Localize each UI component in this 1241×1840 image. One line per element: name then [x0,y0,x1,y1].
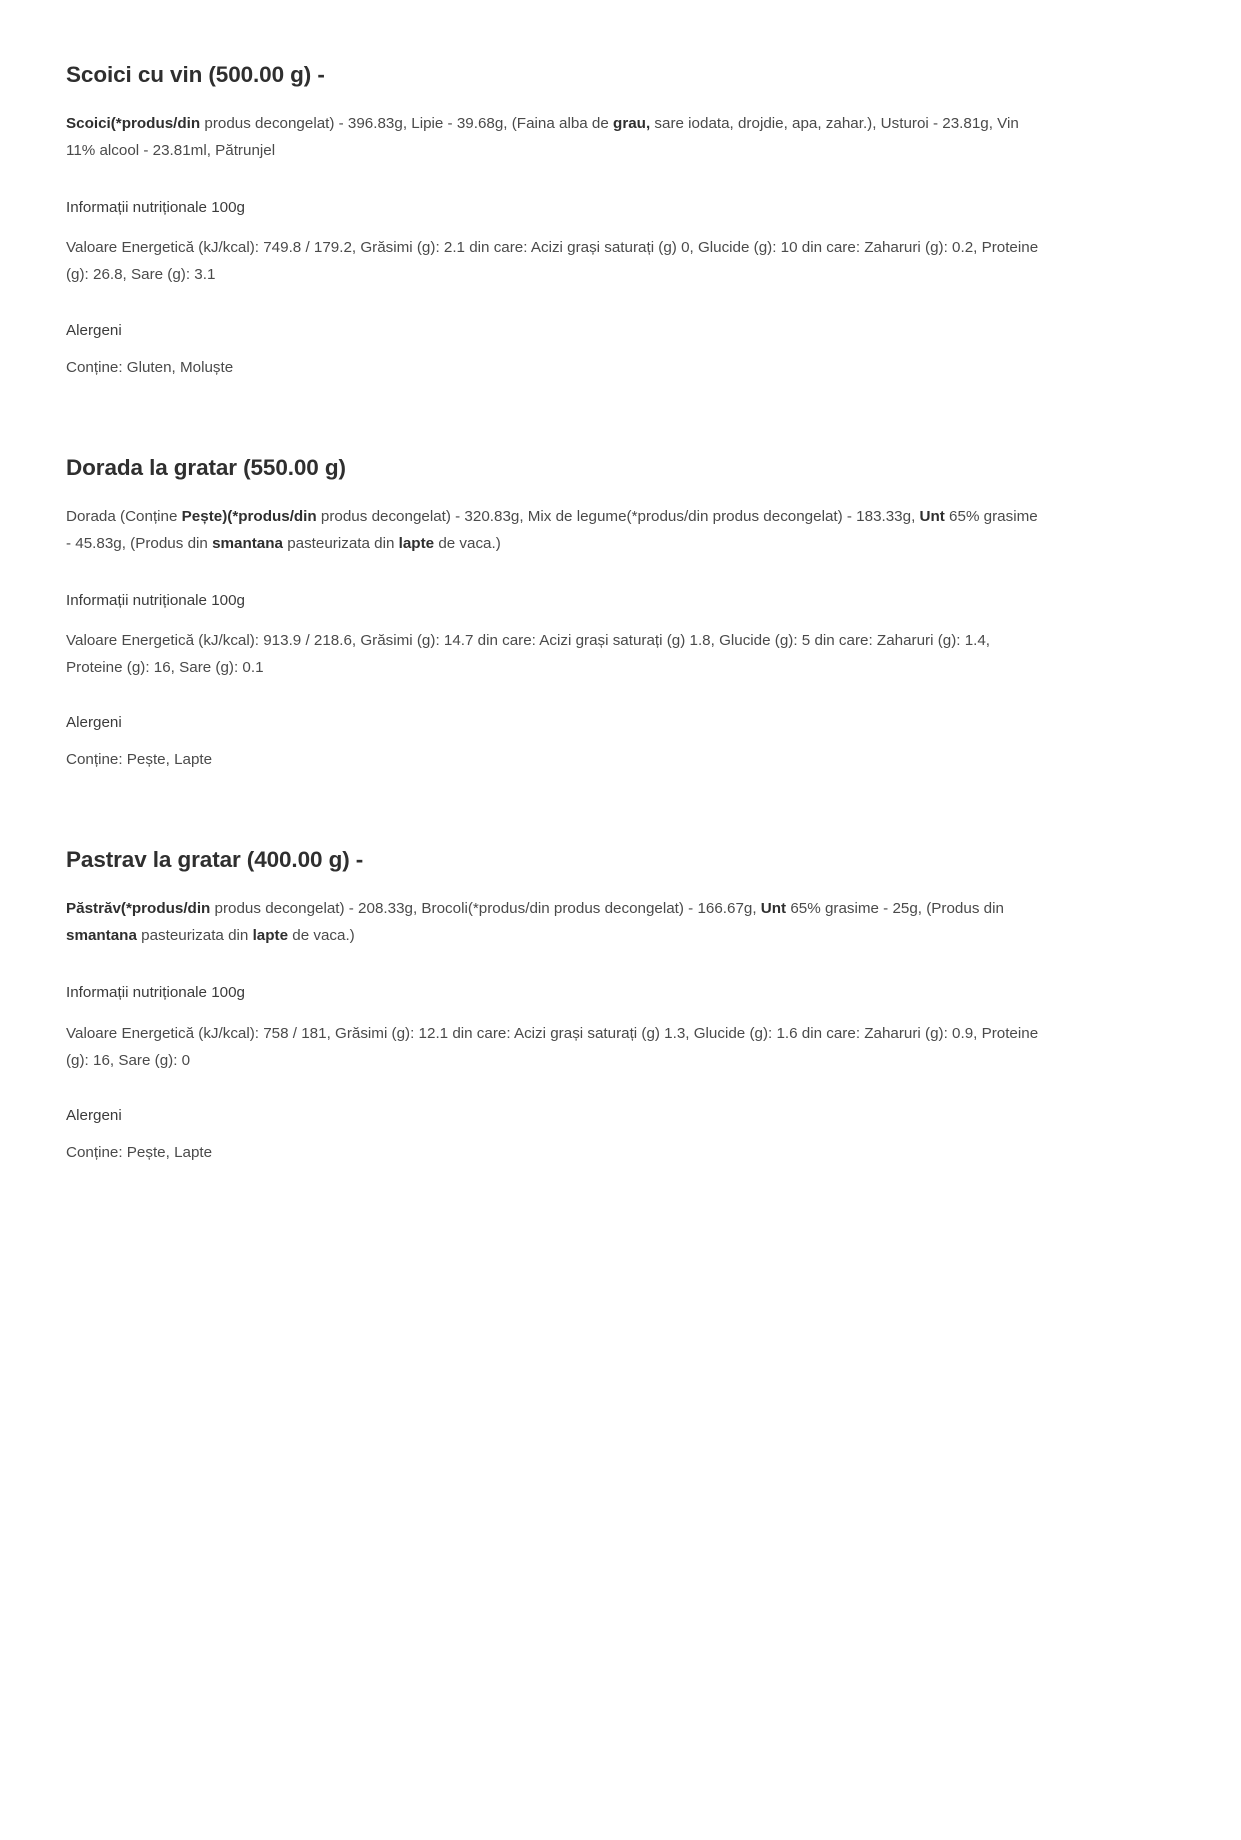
allergen-label: Alergeni [66,321,122,339]
nutrition-label: Informații nutriționale 100g [66,199,245,217]
product-title: Dorada la gratar (550.00 g) [66,454,346,480]
product-entry [66,62,1175,381]
nutrition-label: Informații nutriționale 100g [66,984,245,1002]
product-title: Pastrav la gratar (400.00 g) - [66,847,364,873]
allergen-text: Conține: Pește, Lapte [66,1144,213,1162]
allergen-text: Conține: Pește, Lapte [66,751,213,769]
ingredients-text: Păstrăv(*produs/din produs decongelat) - 208.33g, Brocoli(*produs/din produs decongelat) - 166.67g, Unt 65% grasime - 25g, (Produs din smantana pasteurizata din lapte de vaca.) [66,900,1004,945]
allergen-text: Conține: Gluten, Moluște [66,358,234,376]
allergen-label: Alergeni [66,1106,122,1124]
product-entry [66,847,1175,1166]
nutrition-text: Valoare Energetică (kJ/kcal): 758 / 181, Grăsimi (g): 12.1 din care: Acizi grași saturați (g) 1.3, Glucide (g): 1.6 din care: Zaharuri (g): 0.9, Proteine (g): 16, Sare (g): 0 [66,1024,1039,1069]
allergen-label: Alergeni [66,714,122,732]
ingredients-text: Scoici(*produs/din produs decongelat) - 396.83g, Lipie - 39.68g, (Faina alba de grau, sare iodata, drojdie, apa, zahar.), Usturoi - 23.81g, Vin 11% alcool - 23.81ml, Pătrunjel [66,115,1019,160]
product-entry [66,455,1175,774]
nutrition-label: Informații nutriționale 100g [66,591,245,609]
product-title: Scoici cu vin (500.00 g) - [66,62,325,87]
nutrition-text: Valoare Energetică (kJ/kcal): 913.9 / 218.6, Grăsimi (g): 14.7 din care: Acizi grași saturați (g) 1.8, Glucide (g): 5 din care: Zaharuri (g): 1.4, Proteine (g): 16, Sare (g): 0.1 [66,632,991,677]
ingredients-text: Dorada (Conține Pește)(*produs/din produs decongelat) - 320.83g, Mix de legume(*produs/din produs decongelat) - 183.33g, Unt 65% grasime - 45.83g, (Produs din smantana pasteurizata din lapte de vaca.) [66,507,1038,552]
page-whitespace [66,1240,1175,1800]
nutrition-text: Valoare Energetică (kJ/kcal): 749.8 / 179.2, Grăsimi (g): 2.1 din care: Acizi grași saturați (g) 0, Glucide (g): 10 din care: Zaharuri (g): 0.2, Proteine (g): 26.8, Sare (g): 3.1 [66,239,1039,284]
